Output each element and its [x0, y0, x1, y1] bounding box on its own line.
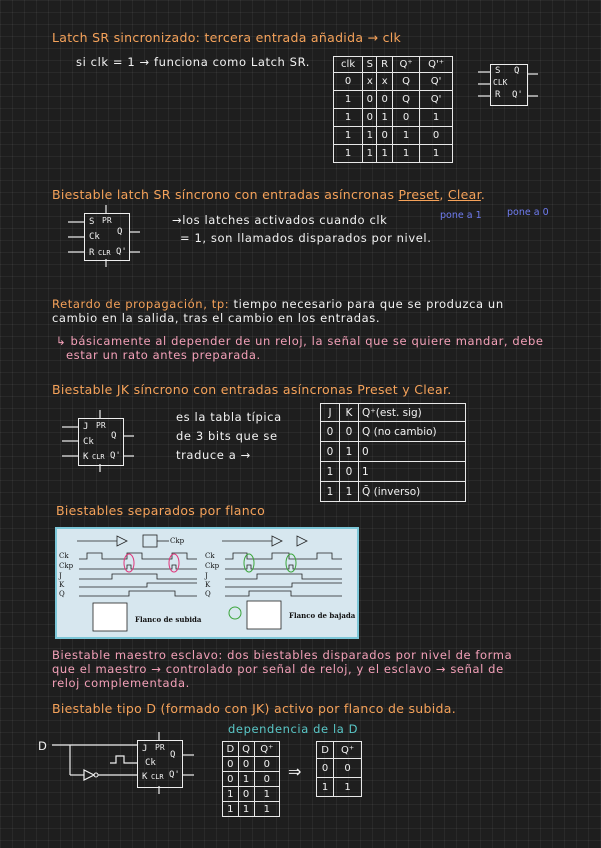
- rising-edge-caption: Flanco de subida: [135, 615, 202, 624]
- signal-ck-label-right: Ck: [205, 552, 215, 560]
- block-ck-label: Ck: [89, 232, 100, 242]
- block-pr-label: PR: [155, 743, 165, 752]
- table-row: 1 1 0 1 0: [334, 127, 453, 145]
- block-r-label: R: [89, 248, 95, 258]
- table-row: 0 1 0: [223, 772, 280, 787]
- block-qn-label: Q': [512, 90, 523, 100]
- block-pr-label: PR: [96, 421, 106, 430]
- section6-line3: reloj complementada.: [52, 676, 190, 690]
- preset-note: pone a 1: [440, 210, 482, 221]
- block-clr-label: CLR: [98, 249, 111, 257]
- block-clr-label: CLR: [151, 773, 164, 781]
- block-k-label: K: [83, 452, 89, 462]
- table-header: Q'⁺: [420, 57, 453, 73]
- d-dependency-note: dependencia de la D: [228, 722, 359, 736]
- section2-title: Biestable latch SR síncrono con entradas asíncronas Preset, Clear.: [52, 187, 486, 202]
- table-header: Q: [238, 742, 254, 757]
- table-header: D: [223, 742, 239, 757]
- table-row: 1 1 1: [223, 802, 280, 817]
- signal-ckp-label: Ckp: [59, 562, 74, 570]
- block-q-label: Q: [117, 227, 123, 237]
- clear-note: pone a 0: [507, 207, 549, 218]
- table-header: Q⁺: [334, 742, 362, 759]
- section1-note: si clk = 1 → funciona como Latch SR.: [76, 55, 311, 69]
- d-truth-table-simplified: [316, 741, 362, 797]
- signal-j-label: J: [59, 572, 62, 580]
- table-row: 0 0 Q (no cambio): [321, 422, 466, 442]
- table-header: S: [363, 57, 377, 73]
- table-header: Q⁺: [392, 57, 419, 73]
- table-row: 1 1 Q̄ (inverso): [321, 482, 466, 502]
- block-ck-label: Ck: [83, 437, 94, 447]
- table-header: R: [377, 57, 392, 73]
- latch-text-2: = 1, son llamados disparados por nivel.: [180, 231, 432, 245]
- jk-desc-3: traduce a →: [176, 448, 251, 462]
- block-k-label: K: [142, 772, 148, 782]
- d-truth-table-full: [222, 741, 280, 817]
- table-row: 1 0 1: [223, 787, 280, 802]
- signal-ckp-label-right: Ckp: [205, 562, 220, 570]
- section3-title: Retardo de propagación, tp:: [52, 297, 230, 311]
- section1-title: Latch SR sincronizado: tercera entrada añadida → clk: [52, 30, 402, 45]
- block-j-label: J: [142, 744, 148, 754]
- block-clr-label: CLR: [92, 453, 105, 461]
- table-header: Q⁺: [254, 742, 279, 757]
- block-pr-label: PR: [102, 216, 112, 225]
- table-row: 0 1 0: [321, 442, 466, 462]
- section3-line1: Retardo de propagación, tp: tiempo necesario para que se produzca un: [52, 297, 504, 311]
- signal-k-label-right: K: [205, 581, 211, 589]
- table-header: clk: [334, 57, 363, 73]
- block-clk-label: CLK: [493, 78, 508, 87]
- jk-desc-1: es la tabla típica: [176, 410, 282, 424]
- section7-title: Biestable tipo D (formado con JK) activo por flanco de subida.: [52, 701, 456, 716]
- table-row: 0 0 0: [223, 757, 280, 772]
- falling-edge-caption: Flanco de bajada: [289, 611, 356, 620]
- block-qn-label: Q': [110, 451, 121, 461]
- table-row: 1 1 1 1 1: [334, 145, 453, 163]
- table-row: 0 0: [317, 759, 362, 778]
- table-header: Q⁺(est. sig): [359, 404, 466, 422]
- signal-k-label: K: [59, 581, 65, 589]
- section4-title: Biestable JK síncrono con entradas asíncronas Preset y Clear.: [52, 382, 452, 397]
- block-qn-label: Q': [169, 770, 180, 780]
- section3-note-2: estar un rato antes preparada.: [66, 348, 261, 362]
- signal-q-label: Q: [59, 590, 65, 598]
- table-row: 1 1: [317, 778, 362, 797]
- block-s-label: S: [495, 66, 501, 76]
- section6-line2: que el maestro → controlado por señal de reloj, y el esclavo → señal de: [52, 662, 504, 676]
- ckp-output-label: Ckp: [170, 537, 185, 545]
- table-row: 1 0 1 0 1: [334, 109, 453, 127]
- table-header: D: [317, 742, 334, 759]
- implies-arrow: ⇒: [288, 762, 302, 781]
- signal-j-label-right: J: [205, 572, 208, 580]
- table-header: J: [321, 404, 340, 422]
- d-input-label: D: [38, 739, 48, 753]
- table-row: 1 0 0 Q Q': [334, 91, 453, 109]
- section5-title: Biestables separados por flanco: [56, 503, 266, 518]
- clear-term: Clear: [447, 187, 481, 202]
- block-qn-label: Q': [116, 247, 127, 257]
- table-row: 0 x x Q Q': [334, 73, 453, 91]
- table-header: K: [340, 404, 359, 422]
- block-ck-label: Ck: [145, 758, 156, 768]
- block-s-label: S: [89, 217, 95, 227]
- section3-note-1: ↳ básicamente al depender de un reloj, la señal que se quiere mandar, debe: [56, 334, 544, 348]
- section3-line2: cambio en la salida, tras el cambio en los entradas.: [52, 311, 381, 325]
- preset-term: Preset: [398, 187, 440, 202]
- block-q-label: Q: [111, 431, 117, 441]
- signal-q-label-right: Q: [205, 590, 211, 598]
- block-r-label: R: [495, 90, 501, 100]
- block-q-label: Q: [170, 750, 176, 760]
- jk-desc-2: de 3 bits que se: [176, 429, 278, 443]
- block-q-label: Q: [514, 66, 520, 76]
- signal-ck-label: Ck: [59, 552, 69, 560]
- block-j-label: J: [83, 422, 89, 432]
- table-row: 1 0 1: [321, 462, 466, 482]
- latch-text-1: →los latches activados cuando clk: [172, 213, 388, 227]
- section6-line1: Biestable maestro esclavo: dos biestables disparados por nivel de forma: [52, 648, 513, 662]
